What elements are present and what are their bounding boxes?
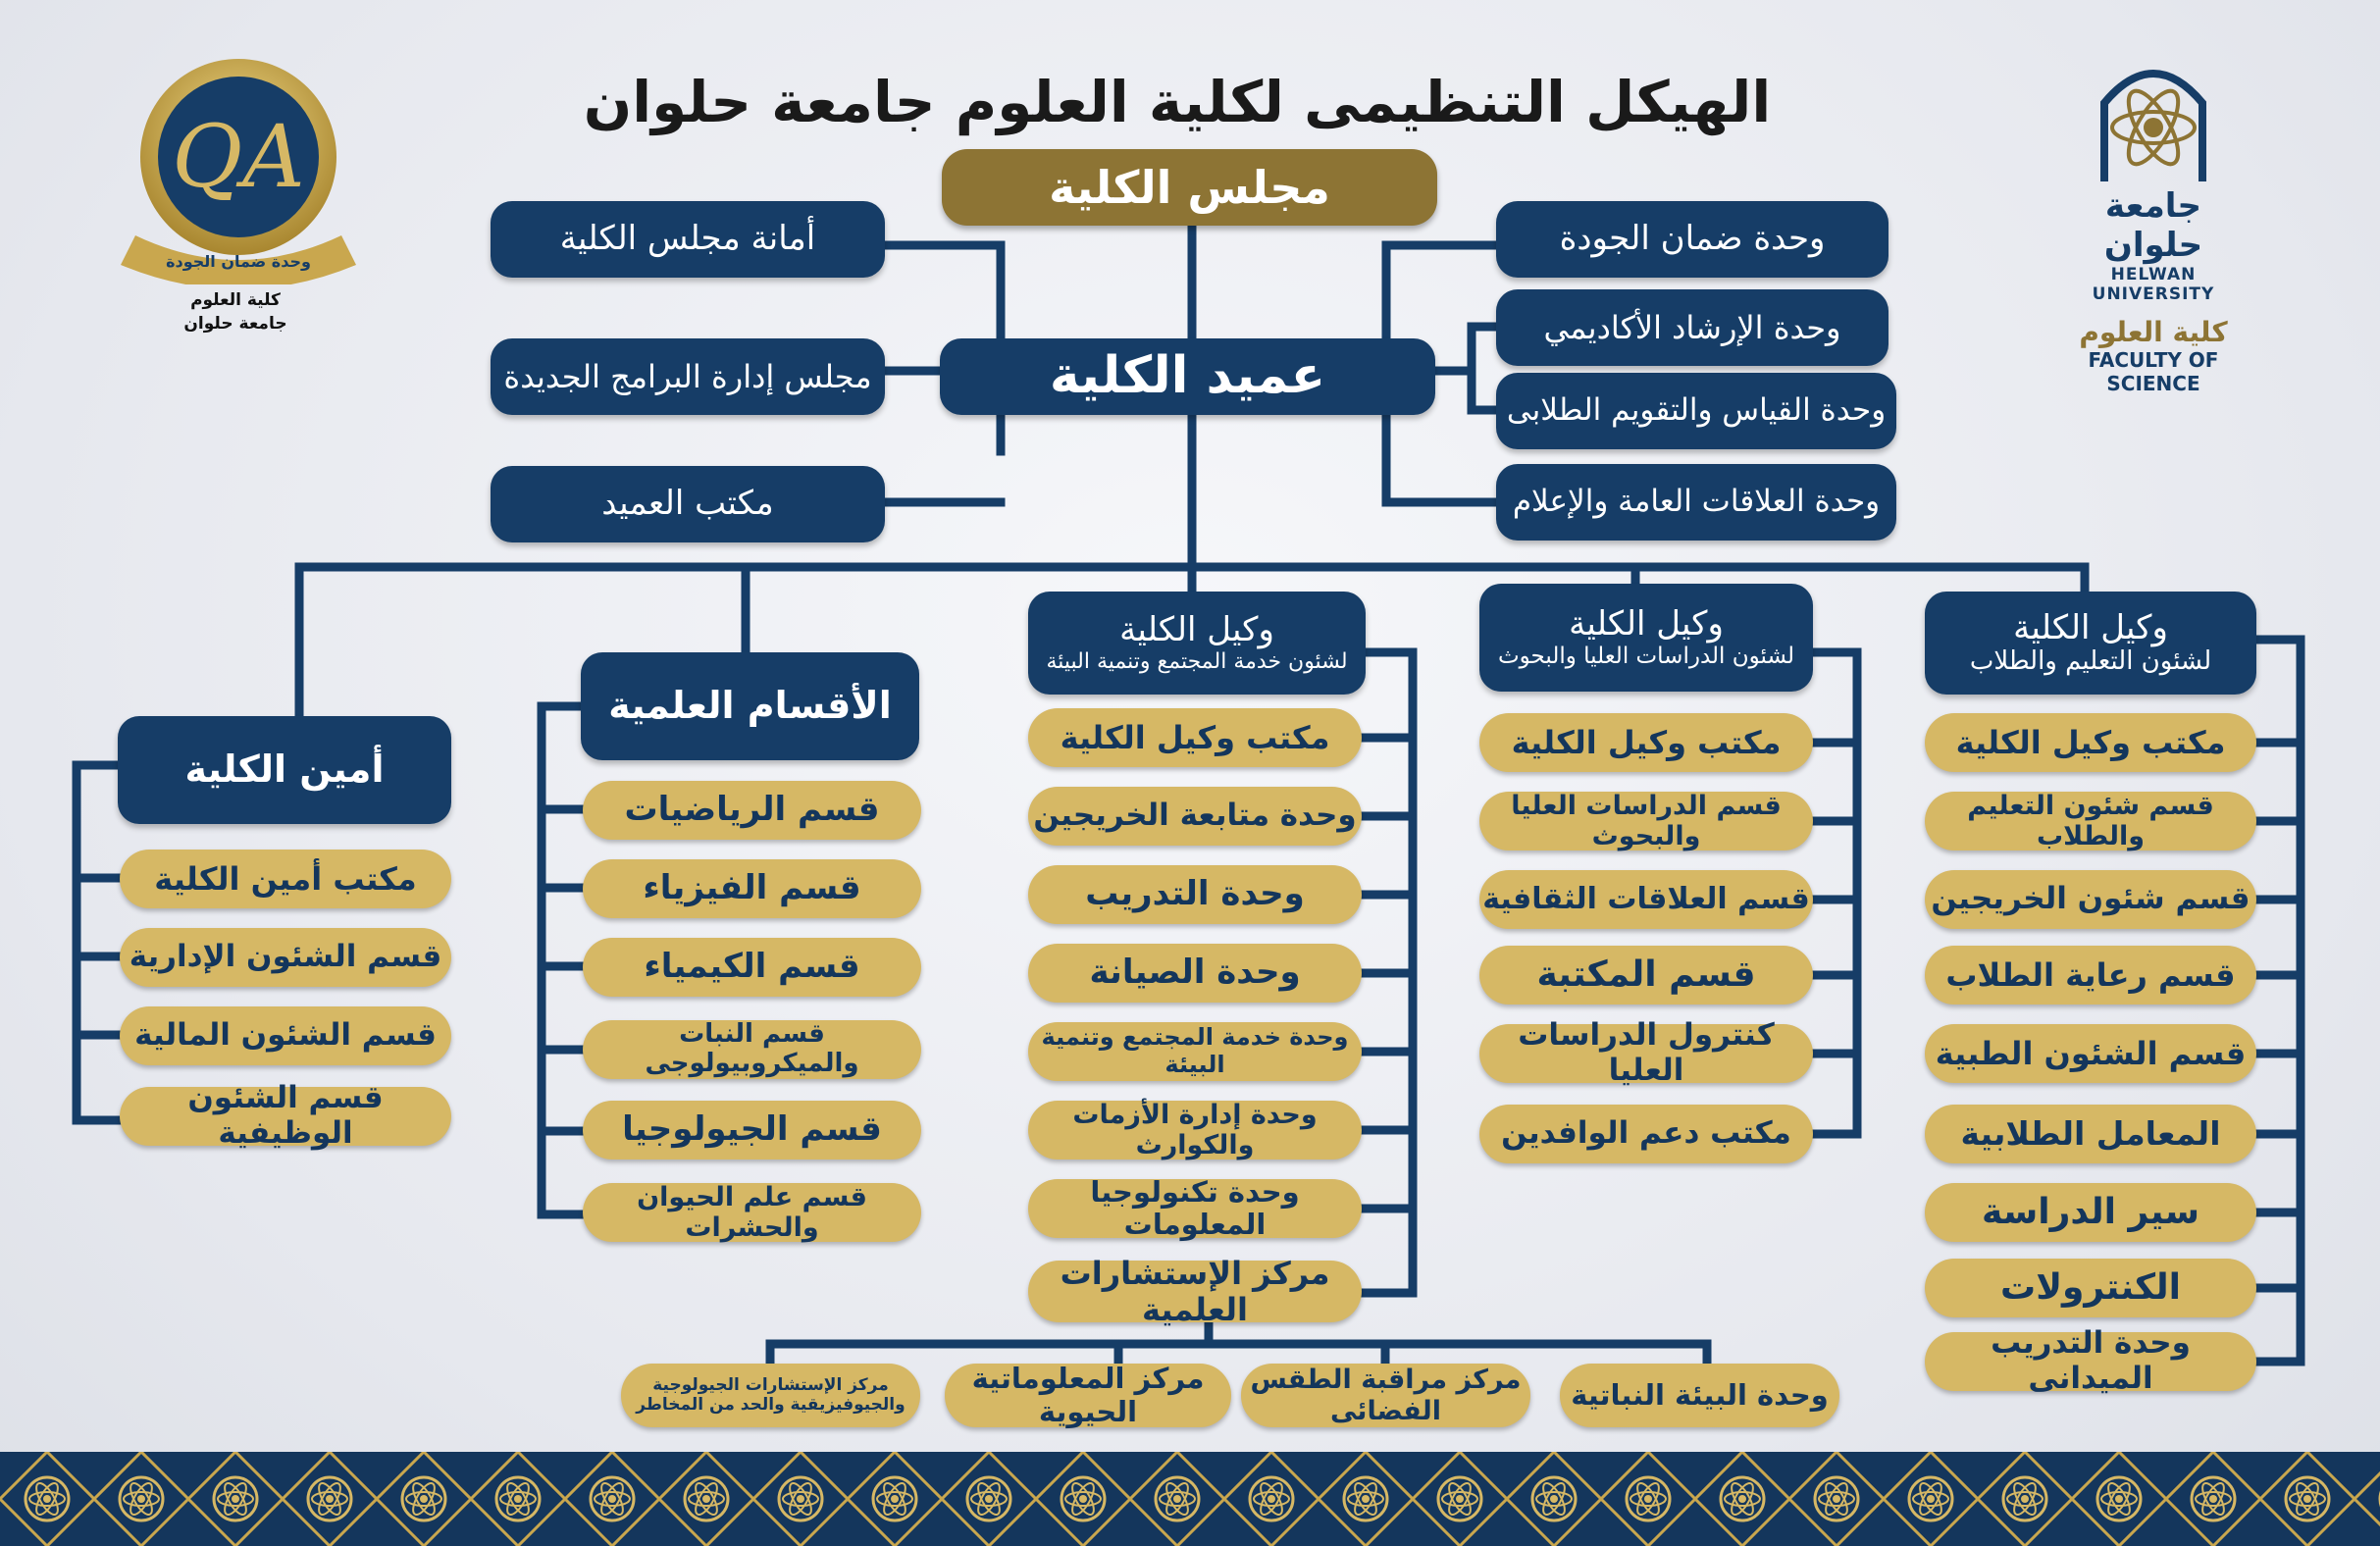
college-secretary-head: أمين الكلية xyxy=(118,716,451,824)
footer-atom-icon xyxy=(1036,1452,1130,1546)
education-vice-dean-head xyxy=(1925,592,2256,695)
community-item: مركز الإستشارات العلمية xyxy=(1028,1261,1362,1322)
graduate-item: قسم العلاقات الثقافية xyxy=(1479,870,1813,929)
geo-center-line1: مركز الإستشارات الجيولوجية xyxy=(652,1374,889,1395)
education-item: وحدة التدريب الميدانى xyxy=(1925,1332,2256,1391)
faculty-name-en: FACULTY OF SCIENCE xyxy=(2088,348,2219,395)
svg-text:وحدة ضمان الجودة: وحدة ضمان الجودة xyxy=(166,252,311,271)
scientific-departments-head: الأقسام العلمية xyxy=(581,652,919,760)
graduate-head-subtitle: لشئون الدراسات العليا والبحوث xyxy=(1498,644,1794,670)
footer-atom-icon xyxy=(753,1452,848,1546)
education-item: قسم شئون التعليم والطلاب xyxy=(1925,792,2256,850)
community-item: وحدة الصيانة xyxy=(1028,944,1362,1003)
university-name-en: HELWAN UNIVERSITY xyxy=(2092,265,2215,304)
faculty-name-ar: كلية العلوم xyxy=(2079,316,2228,348)
graduate-head-title: وكيل الكلية xyxy=(1569,604,1724,644)
dean-office-box: مكتب العميد xyxy=(491,466,885,542)
community-item: وحدة متابعة الخريجين xyxy=(1028,787,1362,846)
community-head-subtitle: لشئون خدمة المجتمع وتنمية البيئة xyxy=(1046,649,1348,675)
footer-atom-icon xyxy=(1413,1452,1507,1546)
footer-atom-icon xyxy=(1789,1452,1884,1546)
footer-atom-icon xyxy=(2166,1452,2260,1546)
footer-atom-icon xyxy=(1319,1452,1413,1546)
footer-atom-icon xyxy=(377,1452,471,1546)
footer-atom-icon xyxy=(471,1452,565,1546)
department-item: قسم علم الحيوان والحشرات xyxy=(583,1183,921,1242)
helwan-university-logo xyxy=(2050,54,2256,395)
education-item: قسم رعاية الطلاب xyxy=(1925,946,2256,1005)
atom-emblem-icon xyxy=(2085,54,2222,181)
secretary-item: مكتب أمين الكلية xyxy=(120,850,451,908)
community-item: وحدة تكنولوجيا المعلومات xyxy=(1028,1179,1362,1238)
university-name-ar: جامعة حلوان xyxy=(2103,186,2203,265)
footer-atom-icon xyxy=(1507,1452,1601,1546)
community-vice-dean-head xyxy=(1028,592,1366,695)
education-item: قسم الشئون الطبية xyxy=(1925,1024,2256,1083)
footer-atom-icon xyxy=(1695,1452,1789,1546)
page-title: الهيكل التنظيمى لكلية العلوم جامعة حلوان xyxy=(583,69,1772,135)
graduate-item: مكتب دعم الوافدين xyxy=(1479,1105,1813,1163)
department-item: قسم الرياضيات xyxy=(583,781,921,840)
geological-consulting-center-box xyxy=(621,1364,920,1427)
graduate-item: مكتب وكيل الكلية xyxy=(1479,713,1813,772)
community-item: مكتب وكيل الكلية xyxy=(1028,708,1362,767)
secretary-item: قسم الشئون الإدارية xyxy=(120,928,451,987)
qa-caption-university: جامعة حلوان xyxy=(183,313,287,334)
footer-atom-icon xyxy=(2260,1452,2354,1546)
community-item: وحدة خدمة المجتمع وتنمية البيئة xyxy=(1028,1022,1362,1081)
department-item: قسم الفيزياء xyxy=(583,859,921,918)
bioinformatics-center-box: مركز المعلوماتية الحيوية xyxy=(945,1364,1231,1427)
footer-pattern xyxy=(0,1452,2380,1546)
education-item: مكتب وكيل الكلية xyxy=(1925,713,2256,772)
footer-atom-icon xyxy=(565,1452,659,1546)
education-item: قسم شئون الخريجين xyxy=(1925,870,2256,929)
graduate-vice-dean-head xyxy=(1479,584,1813,692)
community-head-title: وكيل الكلية xyxy=(1119,610,1274,650)
department-item: قسم الكيمياء xyxy=(583,938,921,997)
footer-atom-icon xyxy=(848,1452,942,1546)
education-head-subtitle: لشئون التعليم والطلاب xyxy=(1969,646,2212,677)
space-weather-center-box: مركز مراقبة الطقس الفضائى xyxy=(1241,1364,1530,1427)
assessment-unit-box: وحدة القياس والتقويم الطلابى xyxy=(1496,373,1896,449)
graduate-item: قسم المكتبة xyxy=(1479,946,1813,1005)
geo-center-line2: والجيوفيزيقية والحد من المخاطر xyxy=(636,1394,905,1415)
footer-atom-icon xyxy=(1601,1452,1695,1546)
community-item: وحدة إدارة الأزمات والكوارث xyxy=(1028,1101,1362,1160)
qa-caption xyxy=(147,289,324,336)
footer-atom-icon xyxy=(942,1452,1036,1546)
education-item: سير الدراسة xyxy=(1925,1183,2256,1242)
svg-text:QA: QA xyxy=(172,106,305,207)
plant-environment-unit-box: وحدة البيئة النباتية xyxy=(1560,1364,1839,1427)
new-programs-council-box: مجلس إدارة البرامج الجديدة xyxy=(491,338,885,415)
pr-unit-box: وحدة العلاقات العامة والإعلام xyxy=(1496,464,1896,541)
education-item: الكنترولات xyxy=(1925,1259,2256,1317)
footer-atom-icon xyxy=(1130,1452,1224,1546)
footer-atom-icon xyxy=(659,1452,753,1546)
footer-atom-icon xyxy=(2072,1452,2166,1546)
education-item: المعامل الطلابية xyxy=(1925,1105,2256,1163)
secretary-item: قسم الشئون المالية xyxy=(120,1006,451,1065)
dean-box: عميد الكلية xyxy=(940,338,1435,415)
qa-caption-faculty: كلية العلوم xyxy=(190,290,281,310)
footer-atom-icon xyxy=(188,1452,283,1546)
footer-atom-icon xyxy=(2354,1452,2380,1546)
secretary-item: قسم الشئون الوظيفية xyxy=(120,1087,451,1146)
department-item: قسم الجيولوجيا xyxy=(583,1101,921,1160)
footer-atom-icon xyxy=(1224,1452,1319,1546)
footer-atom-icon xyxy=(1884,1452,1978,1546)
footer-atom-icon xyxy=(94,1452,188,1546)
education-head-title: وكيل الكلية xyxy=(2013,608,2168,647)
community-item: وحدة التدريب xyxy=(1028,865,1362,924)
footer-atom-icon xyxy=(0,1452,94,1546)
graduate-item: كنترول الدراسات العليا xyxy=(1479,1024,1813,1083)
footer-atom-icon xyxy=(1978,1452,2072,1546)
council-secretariat-box: أمانة مجلس الكلية xyxy=(491,201,885,278)
advising-unit-box: وحدة الإرشاد الأكاديمي xyxy=(1496,289,1888,366)
quality-unit-box: وحدة ضمان الجودة xyxy=(1496,201,1888,278)
quality-assurance-logo xyxy=(106,49,371,284)
department-item: قسم النبات والميكروبيولوجى xyxy=(583,1020,921,1079)
faculty-council-box: مجلس الكلية xyxy=(942,149,1437,226)
graduate-item: قسم الدراسات العليا والبحوث xyxy=(1479,792,1813,850)
footer-atom-icon xyxy=(283,1452,377,1546)
